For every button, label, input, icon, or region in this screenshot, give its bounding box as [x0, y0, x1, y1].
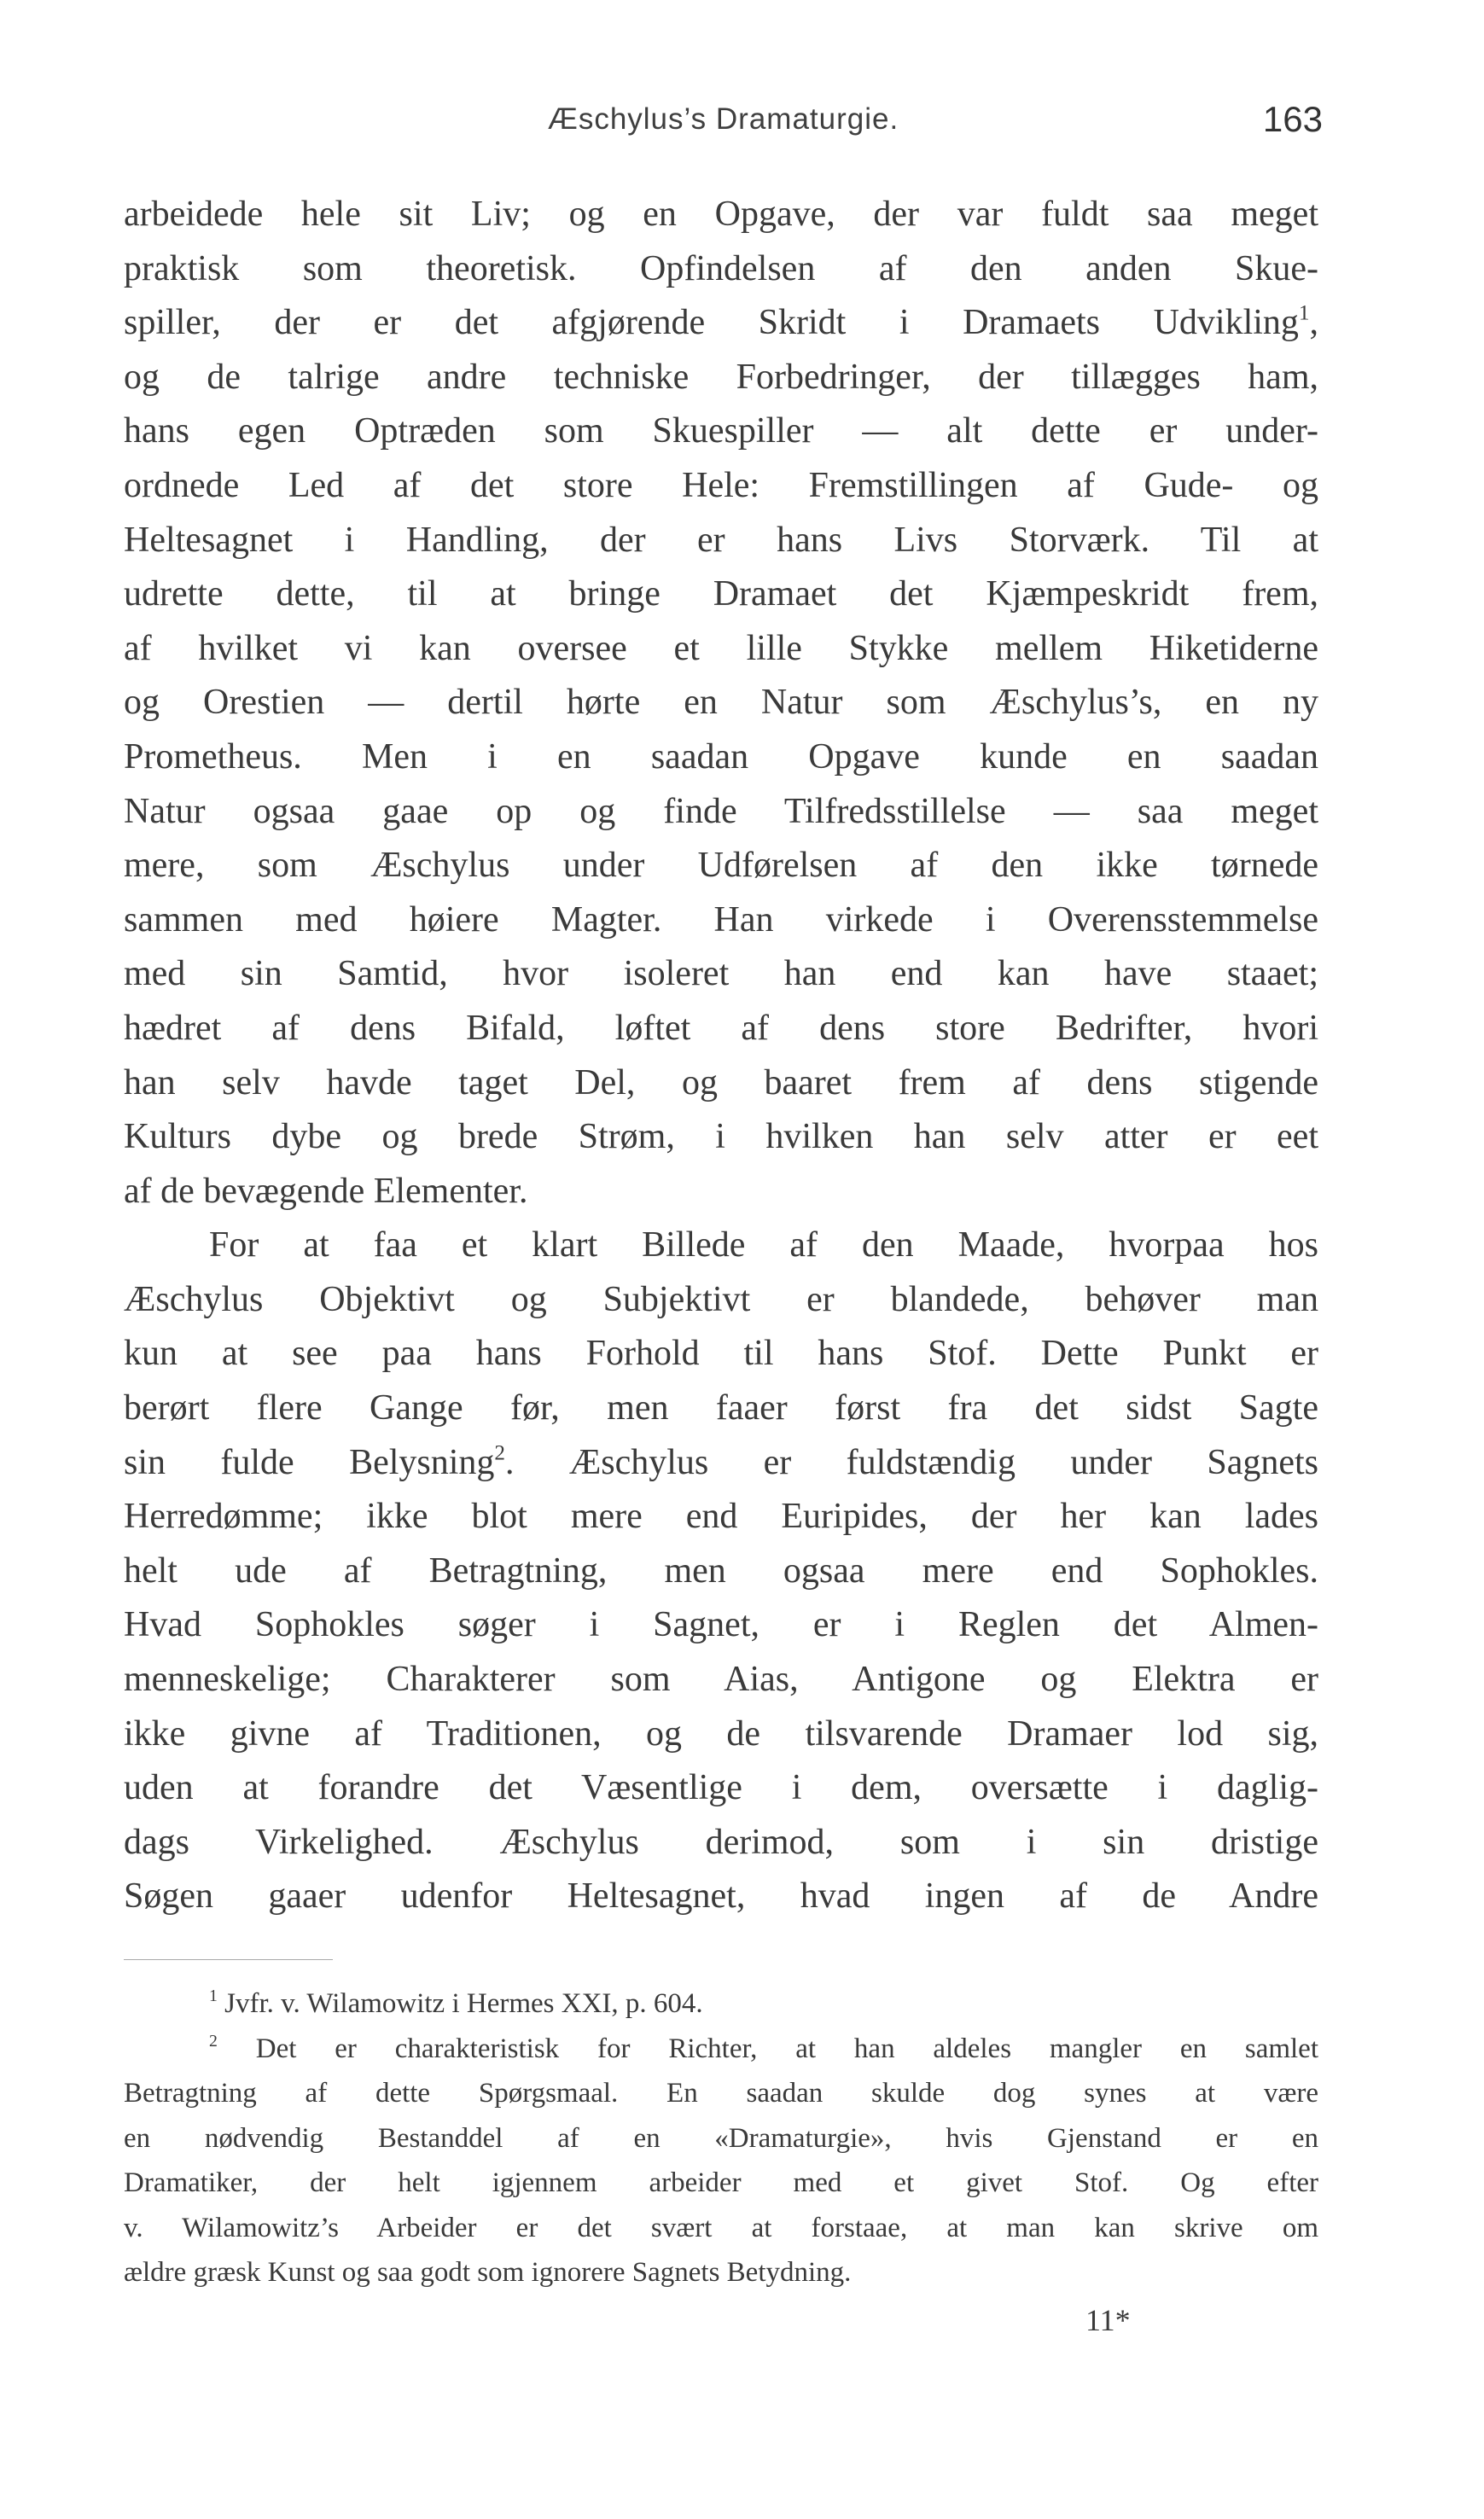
text-line-content: Prometheus. Men i en saadan Opgave kunde en saadan [124, 736, 1318, 777]
footnote-text: en nødvendig Bestanddel af en «Dramaturgie», hvis Gjenstand er en [124, 2122, 1318, 2154]
text-line-content: hans egen Optræden som Skuespiller — alt dette er under- [124, 411, 1318, 451]
signature-mark: 11* [1085, 2303, 1131, 2337]
text-line [124, 459, 1318, 514]
page-number: 163 [1262, 99, 1323, 139]
text-line-content: berørt flere Gange før, men faaer først fra det sidst Sagte [124, 1388, 1318, 1428]
text-line [124, 1436, 1318, 1491]
text-line [124, 1761, 1318, 1816]
text-line-content: menneskelige; Charakterer som Aias, Antigone og Elektra er [124, 1660, 1318, 1700]
text-line [124, 1002, 1318, 1056]
text-line [124, 1870, 1318, 1924]
text-line [124, 947, 1318, 1002]
text-line-content: Hvad Sophokles søger i Sagnet, er i Reglen det Almen- [124, 1605, 1318, 1645]
text-line [124, 1219, 1318, 1273]
text-line [124, 839, 1318, 893]
text-line [124, 785, 1318, 840]
text-line-content: og de talrige andre techniske Forbedringer, der tillægges ham, [124, 357, 1318, 397]
text-line-content: Natur ogsaa gaae op og finde Tilfredsstillelse — saa meget [124, 791, 1318, 831]
footnote-line [124, 2116, 1318, 2161]
footnote-line [124, 2161, 1318, 2206]
text-line [124, 296, 1318, 351]
text-line [124, 404, 1318, 459]
footnote-line [124, 2071, 1318, 2116]
text-line [124, 1707, 1318, 1762]
text-line-content: For at faa et klart Billede af den Maade, hvorpaa hos [209, 1225, 1318, 1265]
footnotes [124, 1981, 1318, 2295]
text-line [124, 1598, 1318, 1653]
text-line-content: udrette dette, til at bringe Dramaet det Kjæmpeskridt frem, [124, 574, 1318, 614]
text-line [124, 730, 1318, 785]
text-line-content: spiller, der er det afgjørende Skridt i Dramaets Udvikling [124, 303, 1299, 343]
text-line-content: sammen med høiere Magter. Han virkede i Overensstemmelse [124, 899, 1318, 940]
footnote-text: Dramatiker, der helt igjennem arbeider med et givet Stof. Og efter [124, 2167, 1318, 2198]
footnote-text: Jvfr. v. Wilamowitz i Hermes XXI, p. 604. [224, 1988, 703, 2019]
text-line [124, 622, 1318, 677]
text-line-content: arbeidede hele sit Liv; og en Opgave, der var fuldt saa meget [124, 195, 1318, 234]
text-line-content: han selv havde taget Del, og baaret frem af dens stigende [124, 1062, 1318, 1102]
text-line-tail: . Æschylus er fuldstændig under Sagnets [505, 1442, 1318, 1482]
text-line [124, 1545, 1318, 1599]
footnote-line [124, 2206, 1318, 2251]
footnote-mark: 2 [209, 2031, 218, 2051]
text-line-content: helt ude af Betragtning, men ogsaa mere end Sophokles. [124, 1550, 1318, 1591]
text-line-content: Søgen gaaer udenfor Heltesagnet, hvad ingen af de Andre [124, 1876, 1318, 1917]
text-line [124, 676, 1318, 730]
text-line-content: praktisk som theoretisk. Opfindelsen af den anden Skue- [124, 248, 1318, 288]
text-line [124, 188, 1318, 242]
footnote-divider [124, 1959, 333, 1960]
text-line-content: uden at forandre det Væsentlige i dem, oversætte i daglig- [124, 1768, 1318, 1808]
footnote-text: Betragtning af dette Spørgsmaal. En saadan skulde dog synes at være [124, 2078, 1318, 2109]
text-line-content: og Orestien — dertil hørte en Natur som Æschylus’s, en ny [124, 683, 1318, 723]
footnote-mark: 1 [209, 1987, 218, 2006]
text-line-content: ikke givne af Traditionen, og de tilsvarende Dramaer lod sig, [124, 1713, 1318, 1754]
text-line [124, 1816, 1318, 1870]
text-line [124, 514, 1318, 568]
text-line [124, 1382, 1318, 1436]
text-line-content: med sin Samtid, hvor isoleret han end kan have staaet; [124, 954, 1318, 994]
footnote-line [124, 1981, 1318, 2027]
text-line-content: af de bevægende Elementer. [124, 1171, 528, 1211]
text-line-content: sin fulde Belysning [124, 1442, 495, 1482]
text-line-content: kun at see paa hans Forhold til hans Stof. Dette Punkt er [124, 1334, 1318, 1374]
footnote-text: Det er charakteristisk for Richter, at han aldeles mangler en samlet [255, 2033, 1318, 2064]
text-line-content: Herredømme; ikke blot mere end Euripides, der her kan lades [124, 1497, 1318, 1537]
text-line-content: Heltesagnet i Handling, der er hans Livs Storværk. Til at [124, 520, 1318, 560]
footnote-reference: 1 [1298, 301, 1310, 325]
footnote-text: v. Wilamowitz’s Arbeider er det svært at forstaae, at man kan skrive om [124, 2212, 1318, 2243]
text-line-content: af hvilket vi kan oversee et lille Stykke mellem Hiketiderne [124, 628, 1318, 668]
footnote-line [124, 2250, 1318, 2295]
text-line-content: dags Virkelighed. Æschylus derimod, som i sin dristige [124, 1822, 1318, 1862]
text-line-content: ordnede Led af det store Hele: Fremstillingen af Gude- og [124, 465, 1318, 505]
text-line-tail: , [1309, 303, 1318, 343]
text-line [124, 1327, 1318, 1382]
text-line [124, 567, 1318, 622]
text-line [124, 1653, 1318, 1707]
text-line [124, 351, 1318, 405]
footnote-reference: 2 [494, 1441, 505, 1465]
text-line-content: mere, som Æschylus under Udførelsen af den ikke tørnede [124, 846, 1318, 886]
body-text [124, 188, 1318, 1924]
footnote-text: ældre græsk Kunst og saa godt som ignorere Sagnets Betydning. [124, 2257, 852, 2288]
text-line [124, 242, 1318, 297]
text-line-content: Kulturs dybe og brede Strøm, i hvilken han selv atter er eet [124, 1117, 1318, 1157]
text-line-content: hædret af dens Bifald, løftet af dens store Bedrifter, hvori [124, 1008, 1318, 1048]
running-head [124, 96, 1323, 147]
text-line [124, 893, 1318, 948]
text-line [124, 1110, 1318, 1165]
footnote-line [124, 2027, 1318, 2072]
text-line [124, 1273, 1318, 1328]
text-line [124, 1165, 1318, 1219]
running-title: Æschylus’s Dramaturgie. [547, 102, 899, 136]
text-line [124, 1490, 1318, 1545]
text-line-content: Æschylus Objektivt og Subjektivt er blandede, behøver man [124, 1279, 1318, 1319]
text-line [124, 1056, 1318, 1111]
